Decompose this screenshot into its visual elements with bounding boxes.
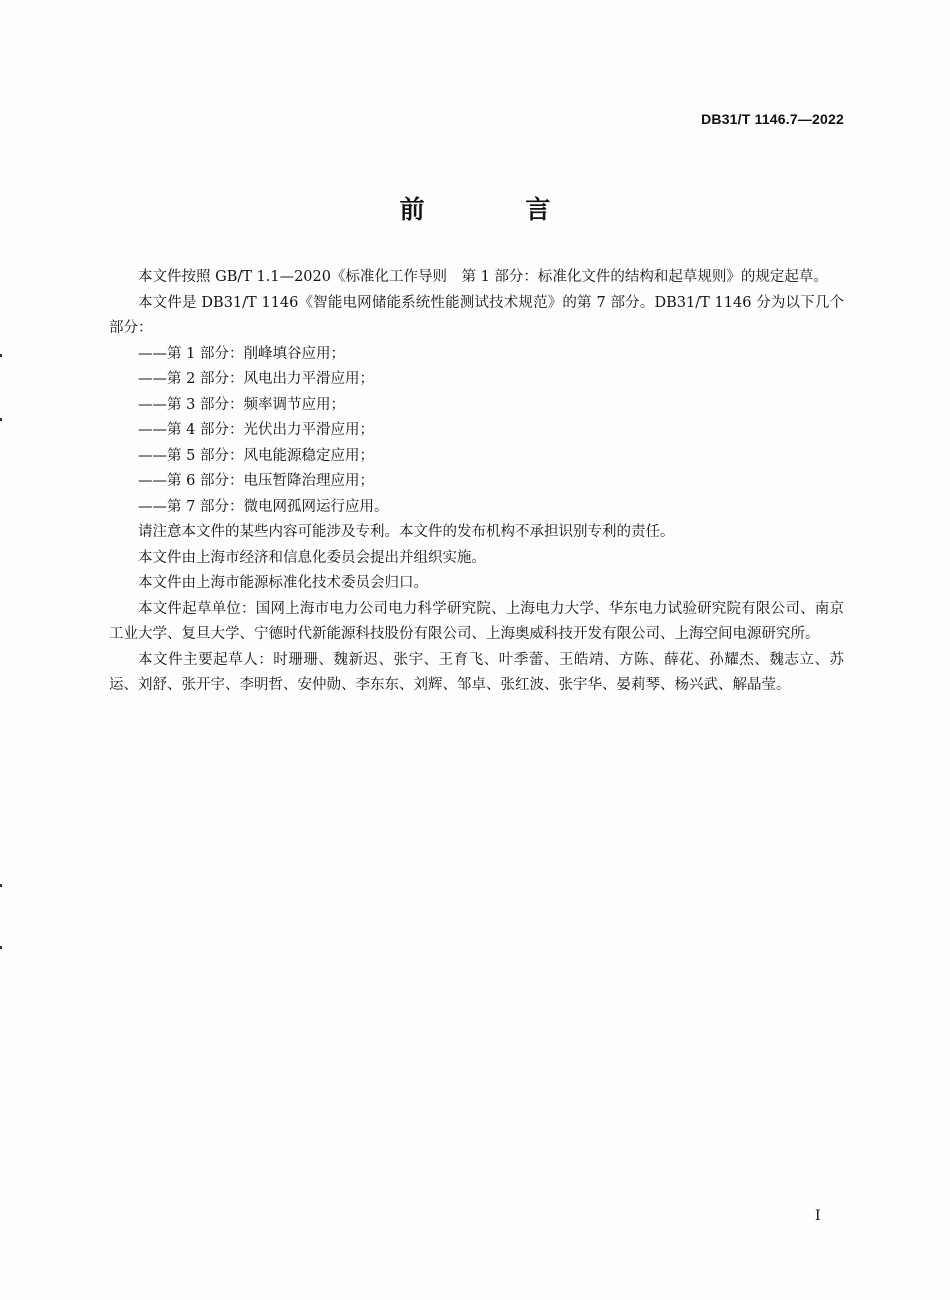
- list-item: ——第 2 部分：风电出力平滑应用；: [138, 371, 374, 387]
- scan-mark: [0, 418, 2, 421]
- list-item: ——第 3 部分：频率调节应用；: [138, 396, 345, 413]
- list-item: ——第 5 部分：风电能源稳定应用；: [138, 447, 374, 464]
- list-item: ——第 6 部分：电压暂降治理应用；: [138, 473, 374, 489]
- list-item: ——第 7 部分：微电网孤网运行应用。: [138, 498, 389, 515]
- parts-list: [109, 342, 844, 521]
- document-body: [109, 265, 844, 699]
- paragraph-drafting-units: 本文件起草单位：国网上海市电力公司电力科学研究院、上海电力大学、华东电力试验研究院有限公司、南京工业大学、复旦大学、宁德时代新能源科技股份有限公司、上海奥威科技开发有限公司、上海空间电源研究所。: [109, 600, 844, 642]
- scan-mark: [0, 946, 2, 949]
- paragraph-series-info: 本文件是 DB31/T 1146《智能电网储能系统性能测试技术规范》的第 7 部分。DB31/T 1146 分为以下几个部分：: [109, 294, 844, 336]
- list-item: ——第 4 部分：光伏出力平滑应用；: [138, 422, 374, 438]
- page-number: I: [815, 1208, 821, 1224]
- page-title: 前 言: [399, 195, 597, 224]
- paragraph-patent-notice: 请注意本文件的某些内容可能涉及专利。本文件的发布机构不承担识别专利的责任。: [138, 524, 675, 540]
- paragraph-proposer: 本文件由上海市经济和信息化委员会提出并组织实施。: [138, 549, 486, 566]
- paragraph-drafters: 本文件主要起草人：时珊珊、魏新迟、张宇、王育飞、叶季蕾、王皓靖、方陈、薛花、孙耀杰、魏志立、苏运、刘舒、张开宇、李明哲、安仲勋、李东东、刘辉、邹卓、张红波、张宇华、晏莉琴、杨兴武、解晶莹。: [109, 651, 844, 693]
- document-code: DB31/T 1146.7—2022: [701, 111, 844, 127]
- scan-mark: [0, 354, 2, 357]
- list-item: ——第 1 部分：削峰填谷应用；: [138, 345, 345, 362]
- paragraph-drafting-rules: 本文件按照 GB/T 1.1—2020《标准化工作导则 第 1 部分：标准化文件的结构和起草规则》的规定起草。: [138, 269, 828, 285]
- paragraph-committee: 本文件由上海市能源标准化技术委员会归口。: [138, 575, 428, 591]
- scan-mark: [0, 884, 2, 887]
